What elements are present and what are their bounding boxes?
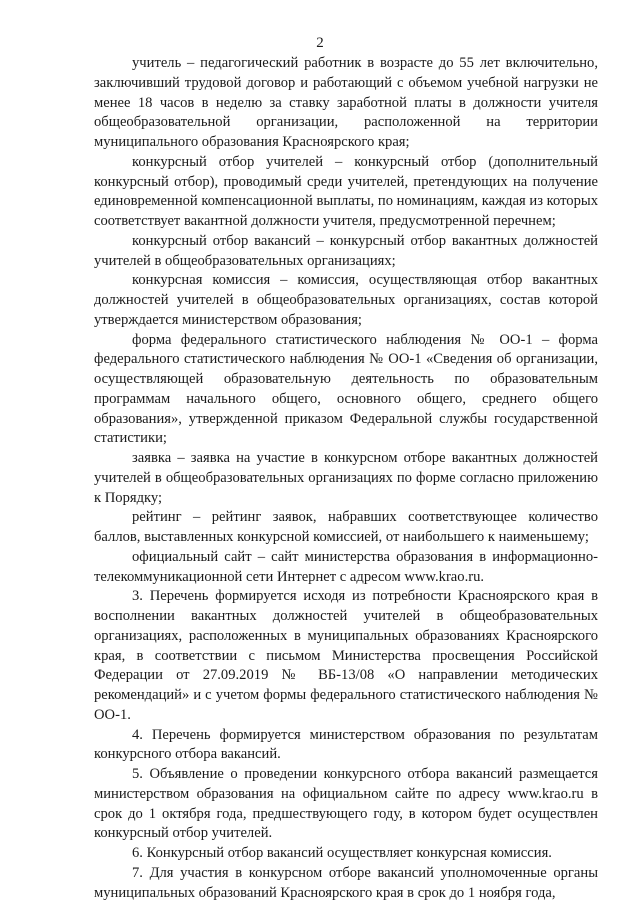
paragraph-definition-teacher-selection: конкурсный отбор учителей – конкурсный отбор (дополнительный конкурсный отбор), проводимый среди учителей, претендующих на получение единовременной компенсационной выплаты, по номинациям, каждая из которых соответствует вакантной должности учителя, предусмотренной перечнем; bbox=[94, 153, 598, 229]
document-body bbox=[94, 54, 598, 903]
paragraph-definition-form-oo1: форма федерального статистического наблюдения № ОО-1 – форма федерального статистического наблюдения № ОО-1 «Сведения об организации, осуществляющей образовательную деятельность по образовательным программам начального общего, основного общего, среднего общего образования», утвержденной приказом Федеральной службы государственной статистики; bbox=[94, 331, 598, 447]
paragraph-definition-application: заявка – заявка на участие в конкурсном отборе вакантных должностей учителей в общеобразовательных организациях по форме согласно приложению к Порядку; bbox=[94, 450, 598, 506]
paragraph-definition-commission: конкурсная комиссия – комиссия, осуществляющая отбор вакантных должностей учителей в общеобразовательных организациях, состав которой утверждается министерством образования; bbox=[94, 272, 598, 328]
paragraph-item-3: 3. Перечень формируется исходя из потребности Красноярского края в восполнении вакантных должностей учителей в общеобразовательных организациях, расположенных в муниципальных образованиях Красноярского края, в соответствии с письмом Министерства просвещения Российской Федерации от 27.09.2019 № ВБ-13/08 «О направлении методических рекомендаций» и с учетом формы федерального статистического наблюдения № ОО-1. bbox=[94, 588, 598, 723]
paragraph-definition-rating: рейтинг – рейтинг заявок, набравших соответствующее количество баллов, выставленных конкурсной комиссией, от наибольшего к наименьшему; bbox=[94, 509, 598, 545]
paragraph-definition-teacher: учитель – педагогический работник в возрасте до 55 лет включительно, заключивший трудовой договор и работающий с объемом учебной нагрузки не менее 18 часов в неделю за ставку заработной платы в должности учителя общеобразовательной организации, расположенной на территории муниципального образования Красноярского края; bbox=[94, 55, 598, 150]
page-number: 2 bbox=[316, 35, 324, 51]
paragraph-item-4: 4. Перечень формируется министерством образования по результатам конкурсного отбора вакансий. bbox=[94, 726, 598, 763]
paragraph-item-5: 5. Объявление о проведении конкурсного отбора вакансий размещается министерством образования на официальном сайте по адресу www.krao.ru в срок до 1 октября года, предшествующего году, в котором будет осуществлен конкурсный отбор учителей. bbox=[94, 766, 598, 842]
paragraph-definition-vacancy-selection: конкурсный отбор вакансий – конкурсный отбор вакантных должностей учителей в общеобразовательных организациях; bbox=[94, 232, 598, 269]
paragraph-item-6: 6. Конкурсный отбор вакансий осуществляет конкурсная комиссия. bbox=[132, 845, 552, 861]
paragraph-item-7: 7. Для участия в конкурсном отборе вакансий уполномоченные органы муниципальных образований Красноярского края в срок до 1 ноября года, bbox=[94, 864, 598, 901]
paragraph-definition-official-site: официальный сайт – сайт министерства образования в информационно-телекоммуникационной сети Интернет с адресом www.krao.ru. bbox=[94, 548, 598, 585]
